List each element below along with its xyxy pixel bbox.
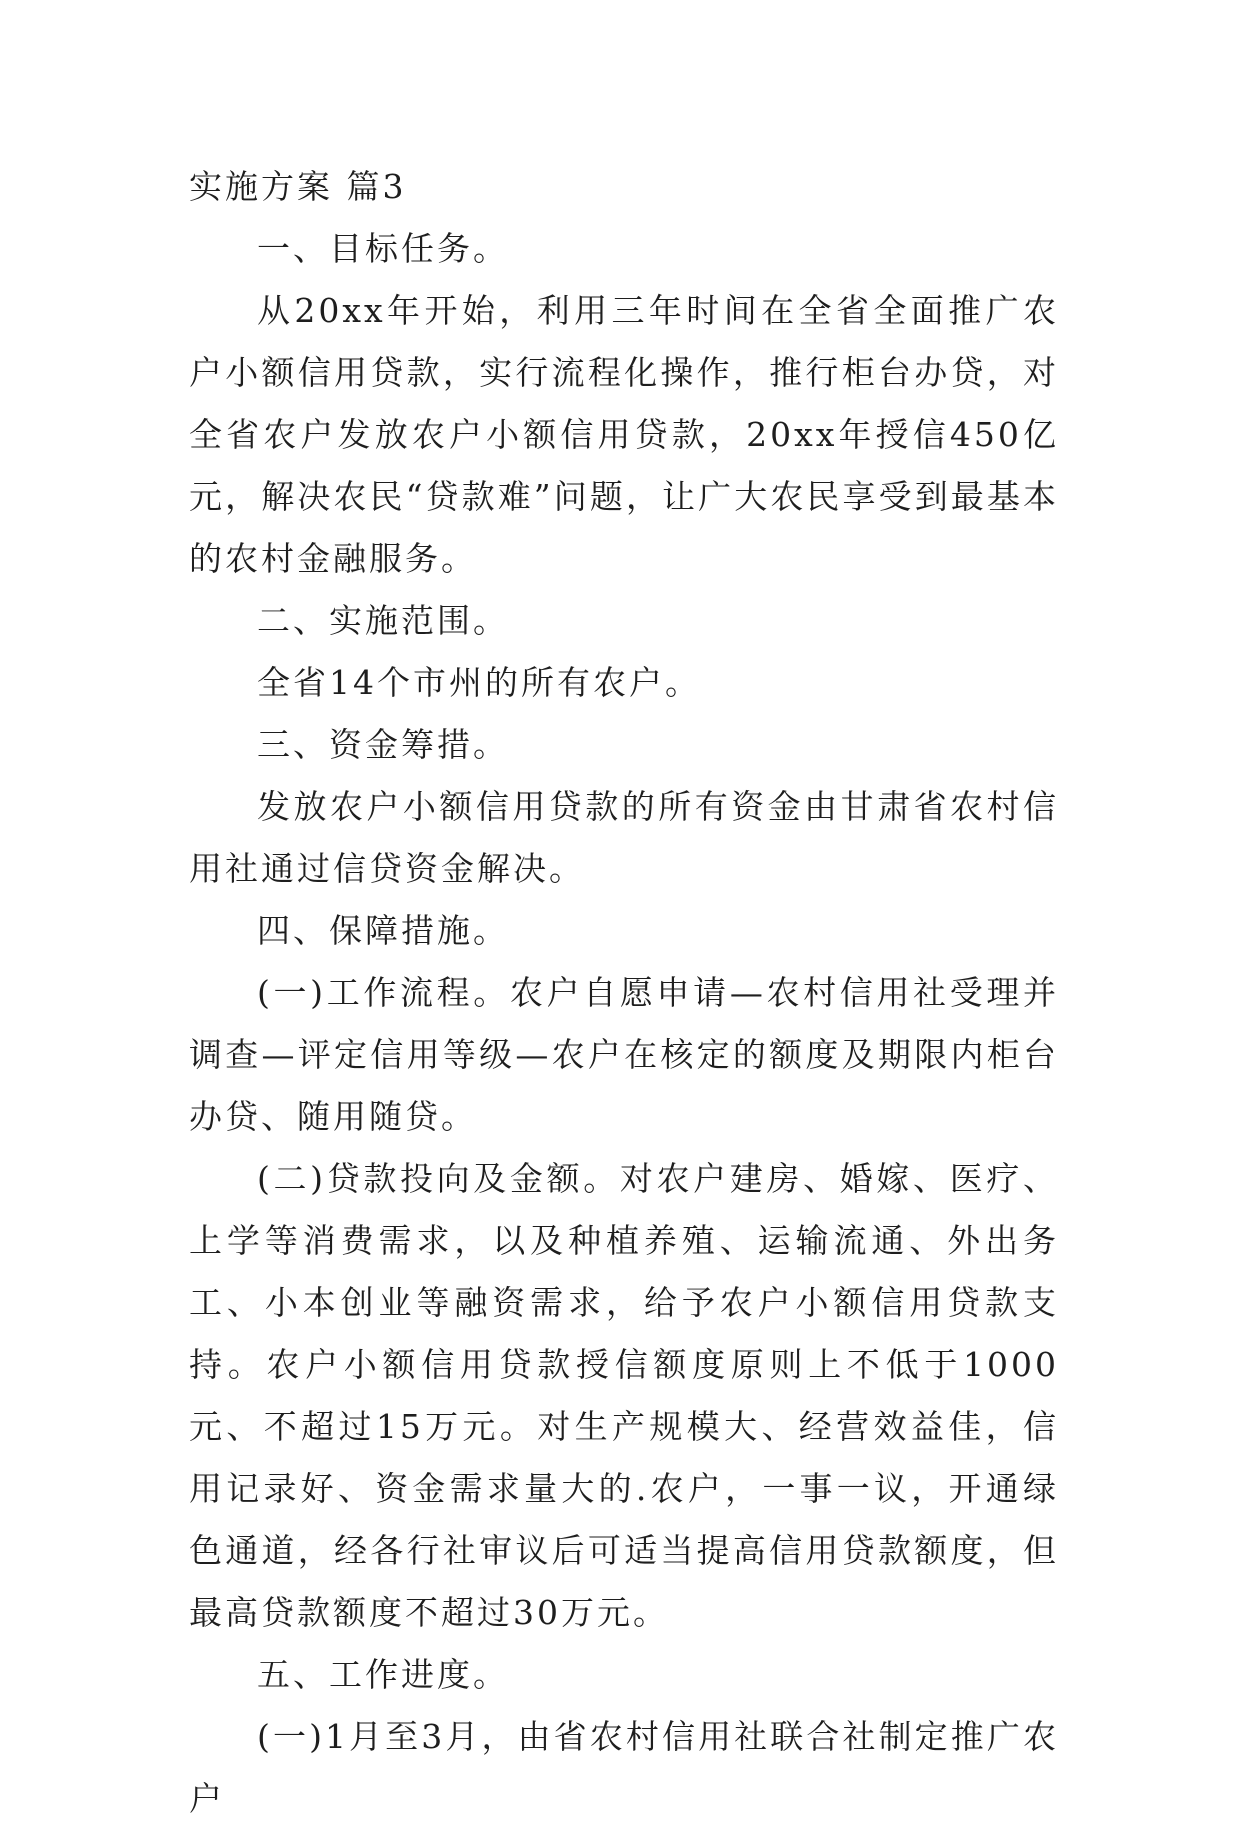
document-title: 实施方案 篇3 — [189, 167, 407, 206]
paragraph-goals: 从20xx年开始，利用三年时间在全省全面推广农户小额信用贷款，实行流程化操作，推行柜台办贷，对全省农户发放农户小额信用贷款，20xx年授信450亿元，解决农民“贷款难”问题，让广大农民享受到最基本的农村金融服务。 — [189, 291, 1059, 578]
paragraph-loan-amount: (二)贷款投向及金额。对农户建房、婚嫁、医疗、上学等消费需求，以及种植养殖、运输流通、外出务工、小本创业等融资需求，给予农户小额信用贷款支持。农户小额信用贷款授信额度原则上不低于1000元、不超过15万元。对生产规模大、经营效益佳，信用记录好、资金需求量大的.农户，一事一议，开通绿色通道，经各行社审议后可适当提高信用贷款额度，但最高贷款额度不超过30万元。 — [189, 1159, 1059, 1632]
section-heading-funding: 三、资金筹措。 — [257, 725, 509, 764]
section-heading-goals: 一、目标任务。 — [257, 229, 509, 268]
paragraph-workflow: (一)工作流程。农户自愿申请—农村信用社受理并调查—评定信用等级—农户在核定的额度及期限内柜台办贷、随用随贷。 — [189, 973, 1059, 1136]
paragraph-schedule: (一)1月至3月，由省农村信用社联合社制定推广农户 — [189, 1717, 1059, 1818]
section-heading-measures: 四、保障措施。 — [257, 911, 509, 950]
section-heading-schedule: 五、工作进度。 — [257, 1655, 509, 1694]
paragraph-funding: 发放农户小额信用贷款的所有资金由甘肃省农村信用社通过信贷资金解决。 — [189, 787, 1059, 888]
paragraph-scope: 全省14个市州的所有农户。 — [257, 663, 701, 702]
document-body — [189, 156, 1059, 1830]
section-heading-scope: 二、实施范围。 — [257, 601, 509, 640]
